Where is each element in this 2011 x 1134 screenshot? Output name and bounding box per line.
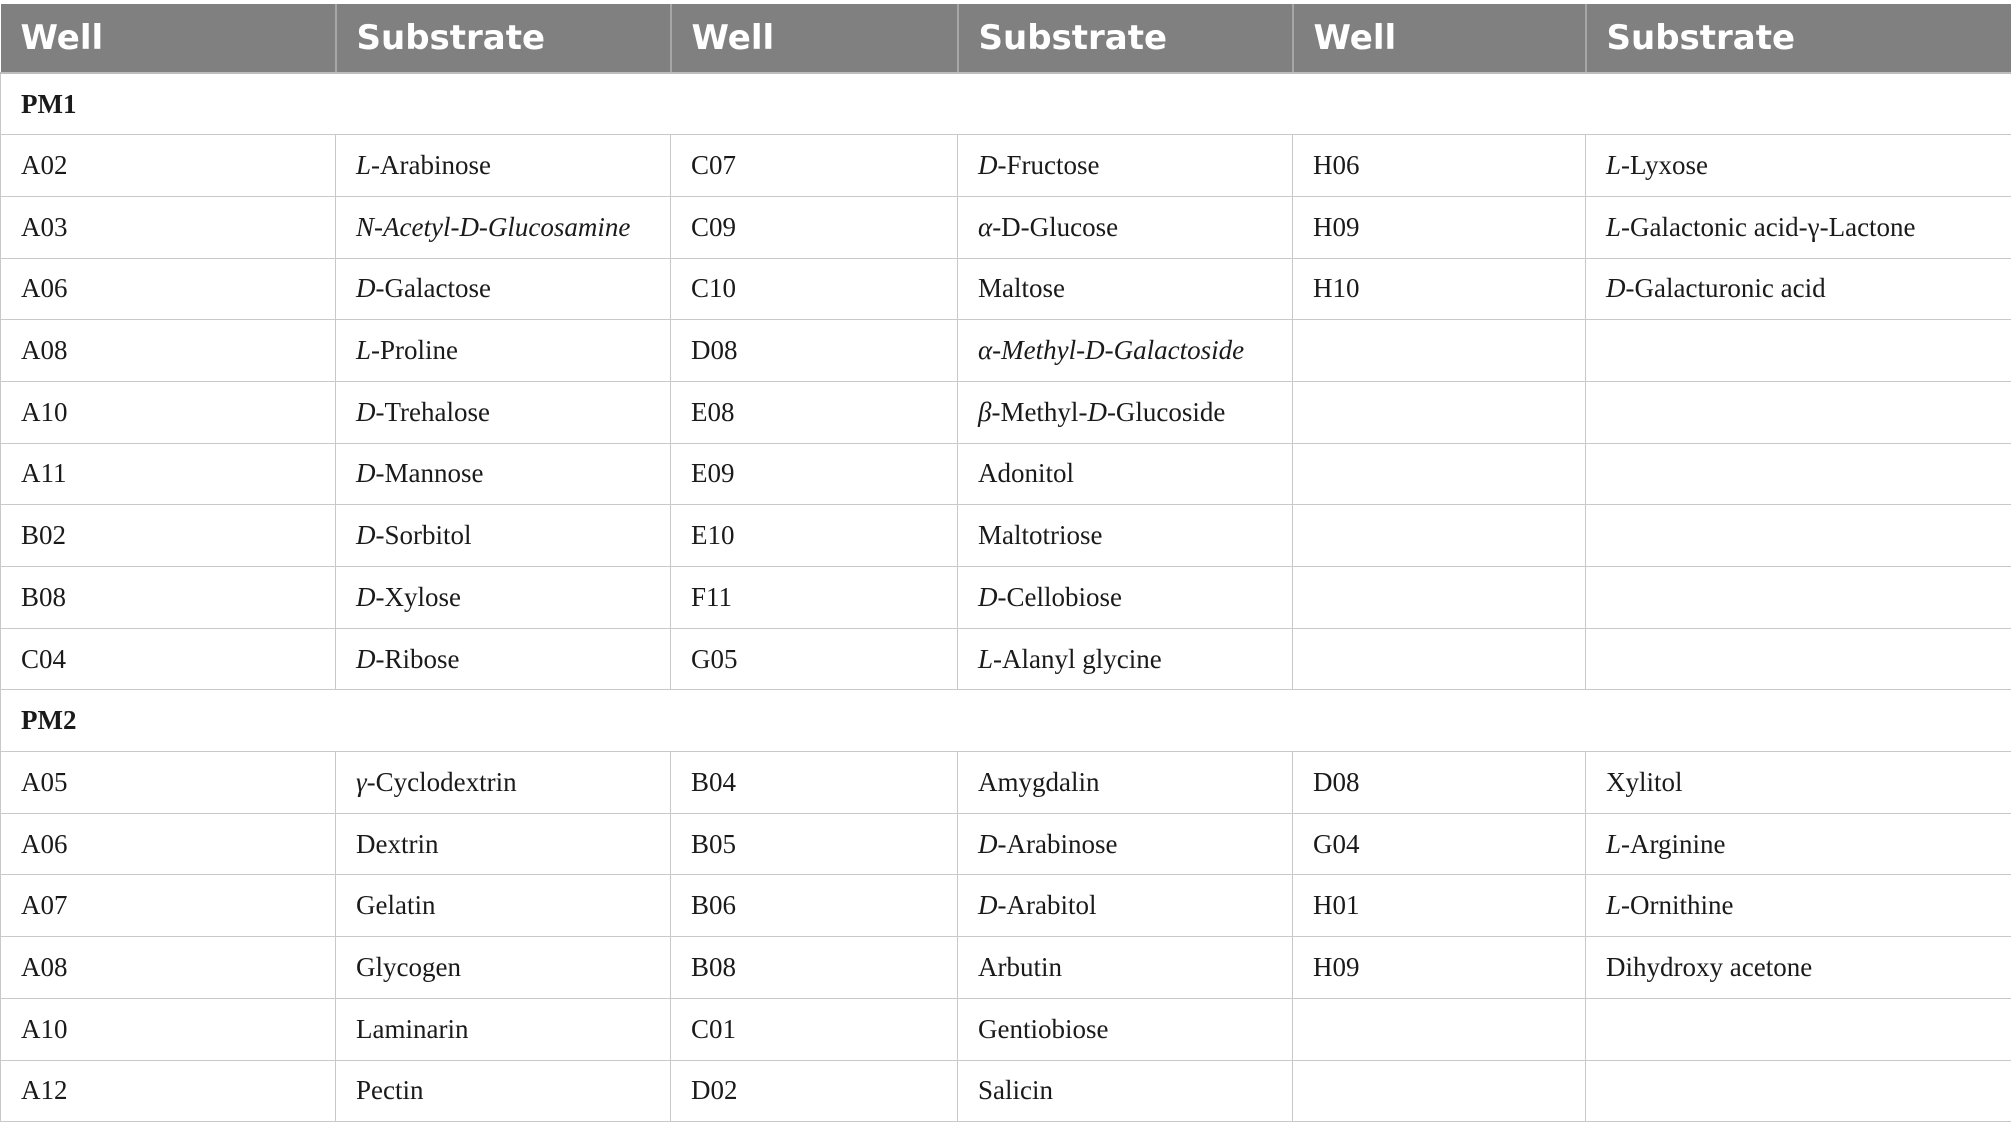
italic-prefix: L	[356, 150, 372, 181]
substrate-text: -Arginine	[1621, 828, 1726, 859]
substrate-text: -Trehalose	[375, 396, 490, 427]
table-row	[1, 443, 2011, 505]
well-cell	[1293, 381, 1586, 443]
substrate-text: -Cellobiose	[997, 581, 1122, 612]
well-cell: E09	[671, 443, 958, 505]
table-row	[1, 875, 2011, 937]
substrate-cell	[1586, 628, 2011, 690]
italic-prefix: D	[978, 581, 998, 612]
group-row	[1, 73, 2011, 135]
substrate-cell	[1586, 998, 2011, 1060]
well-cell: A02	[1, 135, 336, 197]
substrate-cell: Dihydroxy acetone	[1586, 937, 2011, 999]
substrate-cell: Maltotriose	[958, 505, 1293, 567]
table-row	[1, 258, 2011, 320]
table-row	[1, 381, 2011, 443]
well-cell: B06	[671, 875, 958, 937]
header-substrate-2: Substrate	[958, 4, 1293, 73]
well-cell: C09	[671, 196, 958, 258]
group-row	[1, 690, 2011, 752]
group-label: PM2	[1, 690, 2011, 752]
table-row	[1, 813, 2011, 875]
well-cell: B04	[671, 752, 958, 814]
substrate-cell	[1586, 813, 2011, 875]
substrate-text: -Mannose	[375, 458, 484, 489]
italic-prefix: D	[356, 581, 376, 612]
well-cell: E08	[671, 381, 958, 443]
substrate-text: -Ornithine	[1621, 890, 1734, 921]
substrate-cell	[336, 628, 671, 690]
substrate-text: -Galacturonic acid	[1625, 273, 1826, 304]
substrate-cell	[336, 567, 671, 629]
italic-prefix: L	[356, 335, 372, 366]
substrate-cell	[336, 443, 671, 505]
well-cell	[1293, 998, 1586, 1060]
table-body	[1, 73, 2011, 1122]
well-cell	[1293, 628, 1586, 690]
substrate-cell	[336, 135, 671, 197]
substrate-text: -Arabinose	[997, 828, 1118, 859]
well-cell: C01	[671, 998, 958, 1060]
substrate-text: -Alanyl glycine	[993, 643, 1162, 674]
well-cell: H10	[1293, 258, 1586, 320]
substrate-cell	[336, 752, 671, 814]
substrate-cell	[336, 196, 671, 258]
italic-prefix: N-Acetyl-D-Glucosamine	[356, 211, 631, 242]
substrate-cell	[958, 875, 1293, 937]
substrate-cell	[958, 135, 1293, 197]
table-row	[1, 196, 2011, 258]
substrate-text: -Ribose	[375, 643, 460, 674]
italic-prefix: D	[978, 890, 998, 921]
italic-prefix: D	[1087, 396, 1107, 427]
substrate-cell	[1586, 258, 2011, 320]
substrate-cell: Xylitol	[1586, 752, 2011, 814]
substrate-cell: Adonitol	[958, 443, 1293, 505]
italic-prefix: D	[356, 458, 376, 489]
group-label: PM1	[1, 73, 2011, 135]
header-row	[1, 4, 2011, 73]
header-substrate-3: Substrate	[1586, 4, 2011, 73]
substrate-cell: Amygdalin	[958, 752, 1293, 814]
substrate-cell: Gentiobiose	[958, 998, 1293, 1060]
substrate-text: -Arabinose	[371, 150, 491, 181]
table-row	[1, 628, 2011, 690]
substrate-cell: Maltose	[958, 258, 1293, 320]
substrate-text: -D-Glucose	[992, 211, 1119, 242]
italic-prefix: D	[356, 643, 376, 674]
well-cell: H06	[1293, 135, 1586, 197]
italic-prefix: D	[356, 273, 376, 304]
well-cell: A05	[1, 752, 336, 814]
substrate-text: -Lyxose	[1621, 150, 1709, 181]
well-cell: A11	[1, 443, 336, 505]
italic-prefix: α-Methyl-D-Galactoside	[978, 335, 1245, 366]
well-cell	[1293, 320, 1586, 382]
substrate-cell	[1586, 320, 2011, 382]
substrate-cell	[958, 196, 1293, 258]
italic-prefix: L	[1606, 828, 1622, 859]
well-cell: A08	[1, 320, 336, 382]
substrate-cell: Pectin	[336, 1060, 671, 1122]
italic-prefix: L	[1606, 211, 1622, 242]
well-cell: B02	[1, 505, 336, 567]
substrate-cell	[958, 320, 1293, 382]
substrate-cell	[958, 628, 1293, 690]
substrate-cell: Glycogen	[336, 937, 671, 999]
substrate-cell	[958, 813, 1293, 875]
well-cell	[1293, 505, 1586, 567]
substrate-cell	[336, 505, 671, 567]
well-cell: A10	[1, 998, 336, 1060]
substrate-cell	[958, 381, 1293, 443]
table-row	[1, 320, 2011, 382]
well-cell: A08	[1, 937, 336, 999]
substrate-cell	[1586, 1060, 2011, 1122]
well-cell: A10	[1, 381, 336, 443]
well-cell: A06	[1, 813, 336, 875]
substrate-text: -Fructose	[997, 150, 1100, 181]
well-cell: D08	[1293, 752, 1586, 814]
italic-prefix: L	[1606, 150, 1622, 181]
well-cell: C10	[671, 258, 958, 320]
substrate-cell: Gelatin	[336, 875, 671, 937]
table-row	[1, 1060, 2011, 1122]
substrate-cell	[1586, 505, 2011, 567]
substrate-text: -Galactose	[375, 273, 491, 304]
table-row	[1, 505, 2011, 567]
well-cell: D02	[671, 1060, 958, 1122]
well-cell: H01	[1293, 875, 1586, 937]
well-cell: G04	[1293, 813, 1586, 875]
well-cell: A06	[1, 258, 336, 320]
substrate-cell	[1586, 567, 2011, 629]
substrate-text: -Methyl-	[991, 396, 1088, 427]
substrate-text: -Galactonic acid-γ-Lactone	[1621, 211, 1916, 242]
substrate-text: -Arabitol	[997, 890, 1097, 921]
header-substrate-1: Substrate	[336, 4, 671, 73]
well-cell: C04	[1, 628, 336, 690]
substrate-cell: Laminarin	[336, 998, 671, 1060]
substrate-text: -Proline	[371, 335, 459, 366]
substrate-cell	[1586, 196, 2011, 258]
header-well-3: Well	[1293, 4, 1586, 73]
well-cell: D08	[671, 320, 958, 382]
substrate-cell	[1586, 381, 2011, 443]
substrate-text: -Sorbitol	[375, 520, 472, 551]
well-cell: G05	[671, 628, 958, 690]
substrate-cell: Dextrin	[336, 813, 671, 875]
italic-prefix: D	[1606, 273, 1626, 304]
table-row	[1, 937, 2011, 999]
italic-prefix: L	[978, 643, 994, 674]
italic-prefix: α	[978, 211, 993, 242]
header-well-2: Well	[671, 4, 958, 73]
well-cell	[1293, 443, 1586, 505]
well-cell: A03	[1, 196, 336, 258]
substrate-text: -Xylose	[375, 581, 461, 612]
italic-prefix: D	[978, 828, 998, 859]
well-cell: B08	[671, 937, 958, 999]
table-header	[1, 4, 2011, 73]
italic-prefix: D	[356, 520, 376, 551]
table-row	[1, 567, 2011, 629]
substrate-cell	[958, 567, 1293, 629]
well-cell: F11	[671, 567, 958, 629]
well-cell: C07	[671, 135, 958, 197]
table-row	[1, 135, 2011, 197]
italic-prefix: β	[978, 396, 992, 427]
well-cell: B08	[1, 567, 336, 629]
substrate-cell: Salicin	[958, 1060, 1293, 1122]
well-cell: H09	[1293, 937, 1586, 999]
substrate-cell	[336, 320, 671, 382]
substrate-cell	[1586, 875, 2011, 937]
well-cell: A07	[1, 875, 336, 937]
well-cell: B05	[671, 813, 958, 875]
table-row	[1, 752, 2011, 814]
header-well-1: Well	[1, 4, 336, 73]
italic-prefix: D	[356, 396, 376, 427]
italic-prefix: L	[1606, 890, 1622, 921]
well-cell: H09	[1293, 196, 1586, 258]
substrate-cell	[336, 258, 671, 320]
well-cell: E10	[671, 505, 958, 567]
substrate-cell: Arbutin	[958, 937, 1293, 999]
substrate-table	[0, 4, 2011, 1122]
substrate-cell	[336, 381, 671, 443]
well-cell	[1293, 1060, 1586, 1122]
well-cell	[1293, 567, 1586, 629]
substrate-cell	[1586, 135, 2011, 197]
substrate-text: -Glucoside	[1106, 396, 1226, 427]
substrate-text: -Cyclodextrin	[366, 766, 517, 797]
table-row	[1, 998, 2011, 1060]
substrate-cell	[1586, 443, 2011, 505]
well-cell: A12	[1, 1060, 336, 1122]
italic-prefix: D	[978, 150, 998, 181]
italic-prefix: γ	[356, 766, 367, 797]
